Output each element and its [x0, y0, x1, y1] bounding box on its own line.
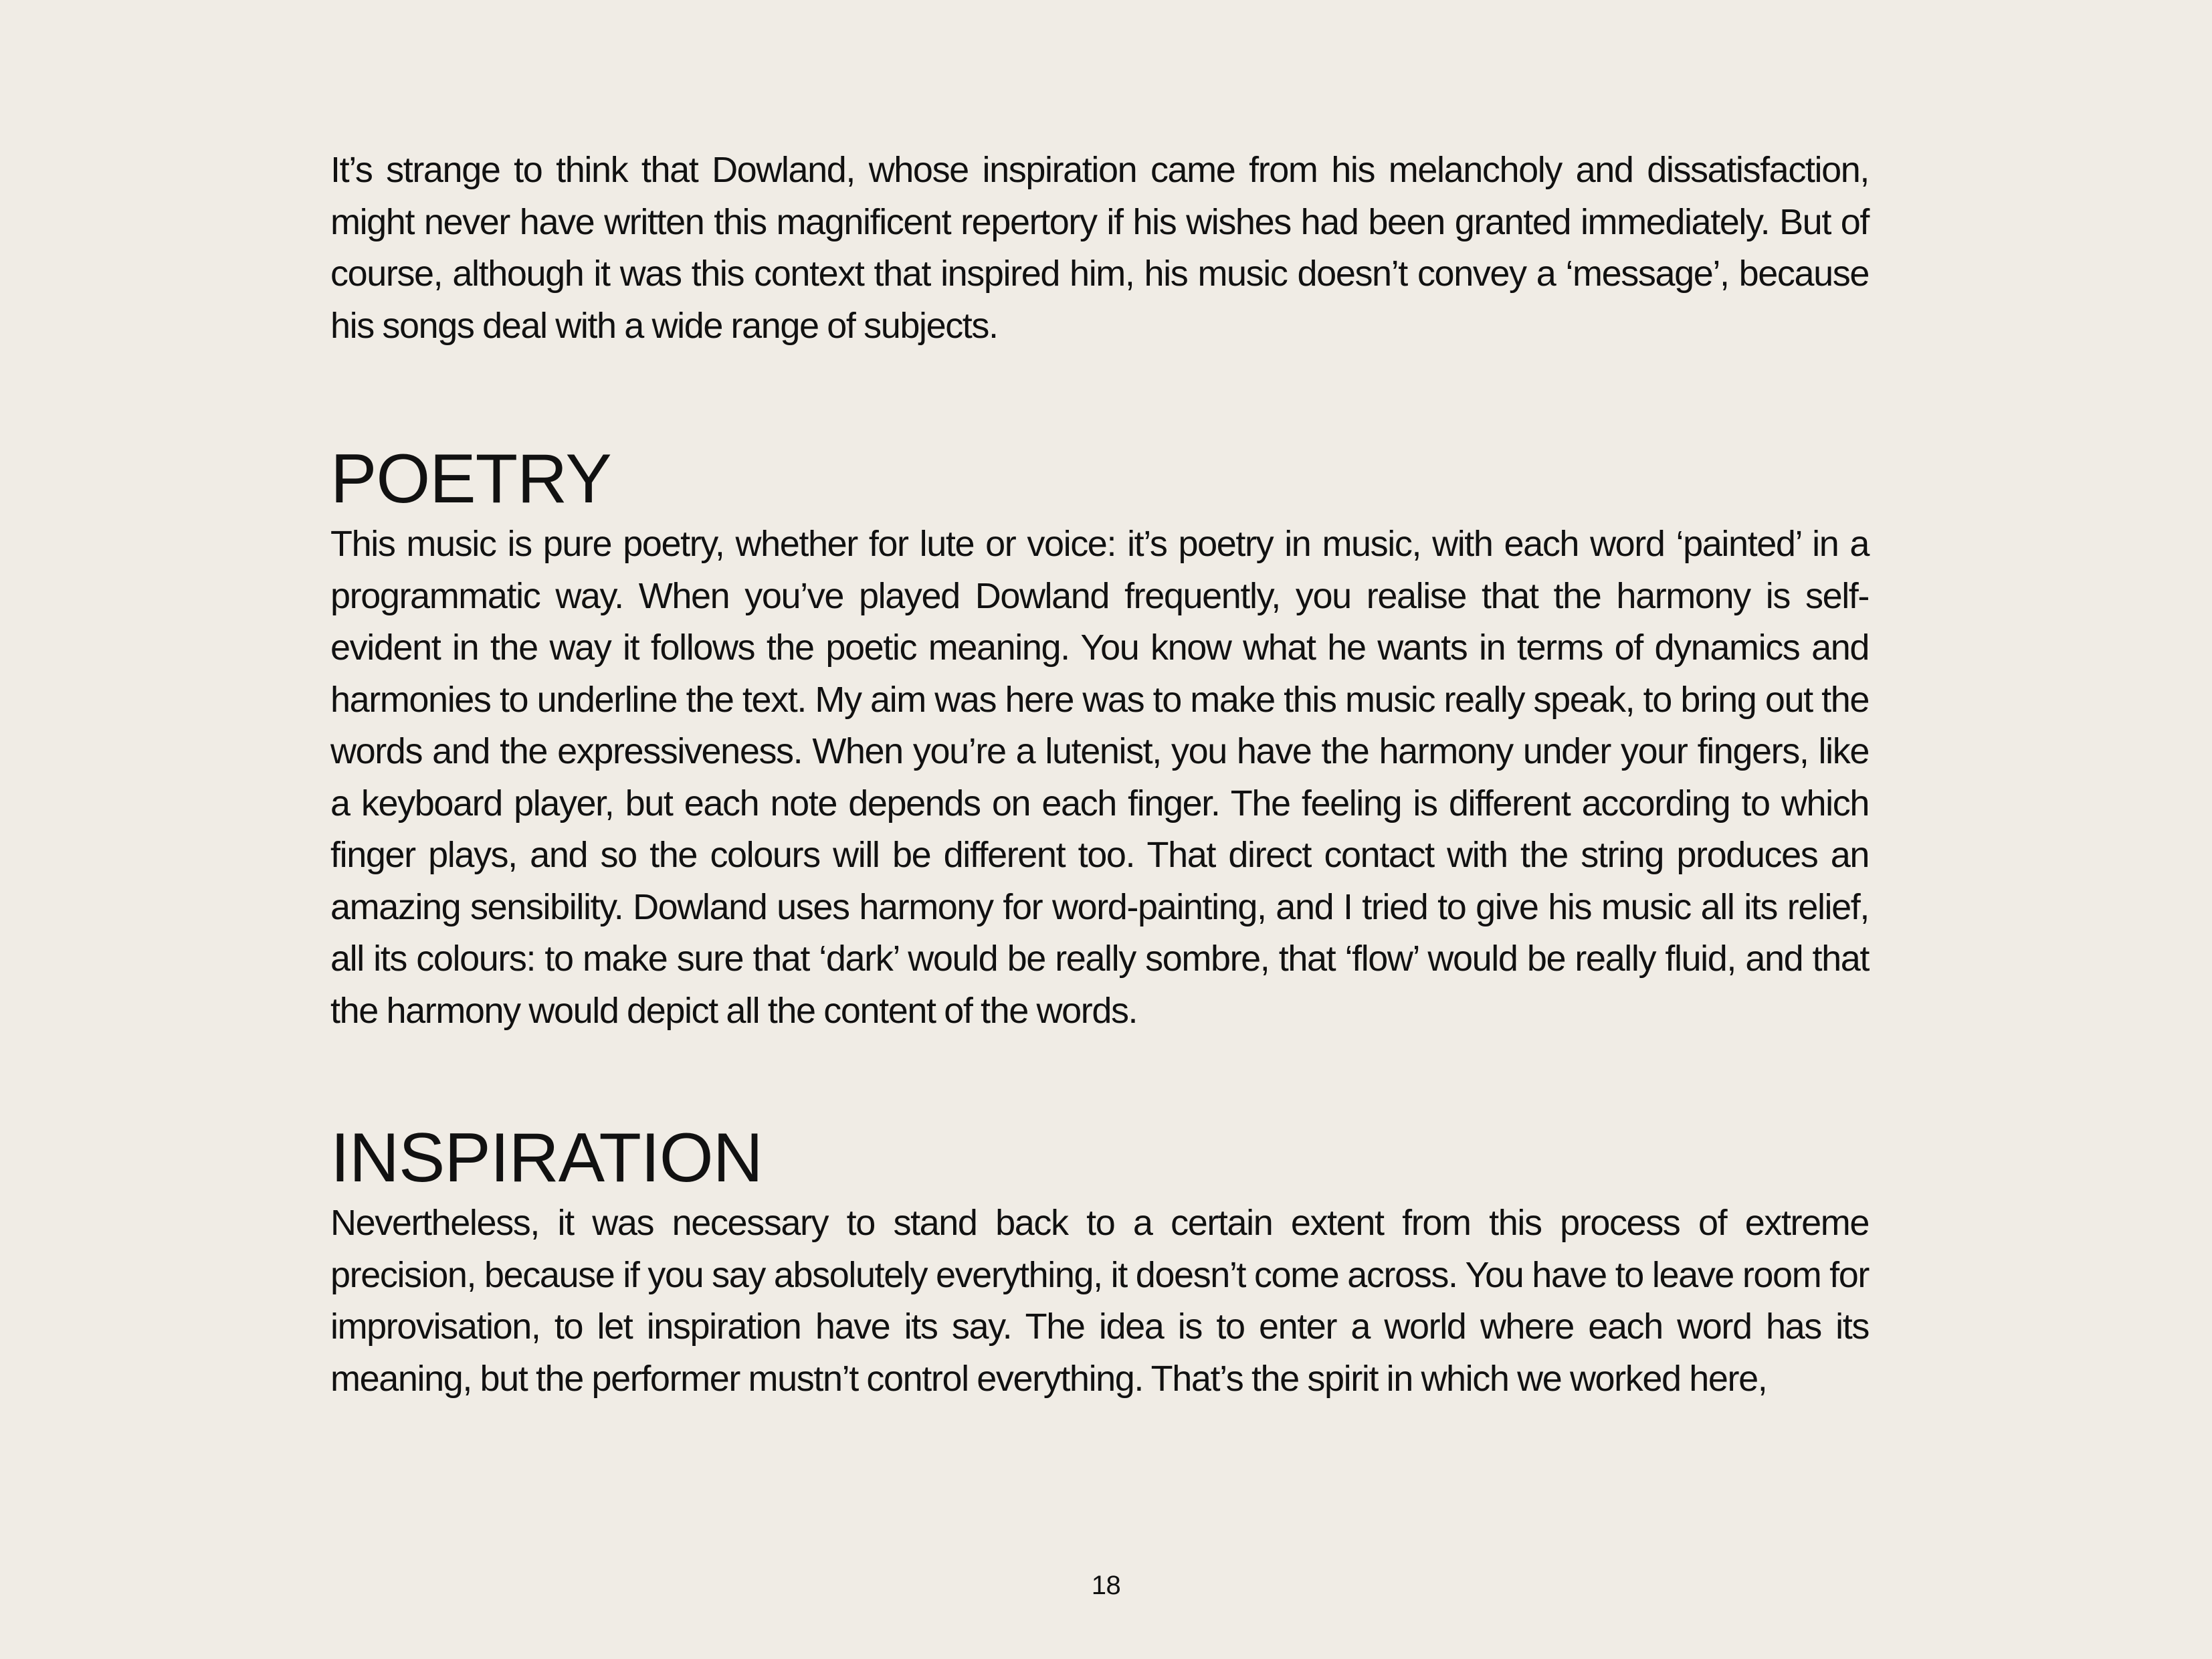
inspiration-paragraph: Nevertheless, it was necessary to stand back to a certain extent from this process of extreme precision, because if you say absolutely everything, it doesn’t come across. You have to leave room for improvisation, to let inspiration have its say. The idea is to enter a world where each word has its meaning, but the performer mustn’t control everything. That’s the spirit in which we worked here,: [330, 1203, 1869, 1399]
poetry-paragraph: This music is pure poetry, whether for lute or voice: it’s poetry in music, with each word ‘painted’ in a programmatic way. When you’ve played Dowland frequently, you realise that the harmony is self-evident in the way it follows the poetic meaning. You know what he wants in terms of dynamics and harmonies to underline the text. My aim was here was to make this music really speak, to bring out the words and the expressiveness. When you’re a lutenist, you have the harmony under your fingers, like a keyboard player, but each note depends on each finger. The feeling is different according to which finger plays, and so the colours will be different too. That direct contact with the string produces an amazing sensibility. Dowland uses harmony for word-painting, and I tried to give his music all its relief, all its colours: to make sure that ‘dark’ would be really sombre, that ‘flow’ would be really fluid, and that the harmony would depict all the content of the words.: [330, 524, 1869, 1031]
section-heading-inspiration: INSPIRATION: [330, 1119, 763, 1197]
page-content: [330, 144, 1869, 1405]
section-heading-poetry: POETRY: [330, 440, 611, 518]
intro-paragraph: It’s strange to think that Dowland, whose inspiration came from his melancholy and dissatisfaction, might never have written this magnificent repertory if his wishes had been granted immediately. But of course, although it was this context that inspired him, his music doesn’t convey a ‘message’, because his songs deal with a wide range of subjects.: [330, 150, 1869, 346]
page-number: 18: [1091, 1571, 1121, 1600]
